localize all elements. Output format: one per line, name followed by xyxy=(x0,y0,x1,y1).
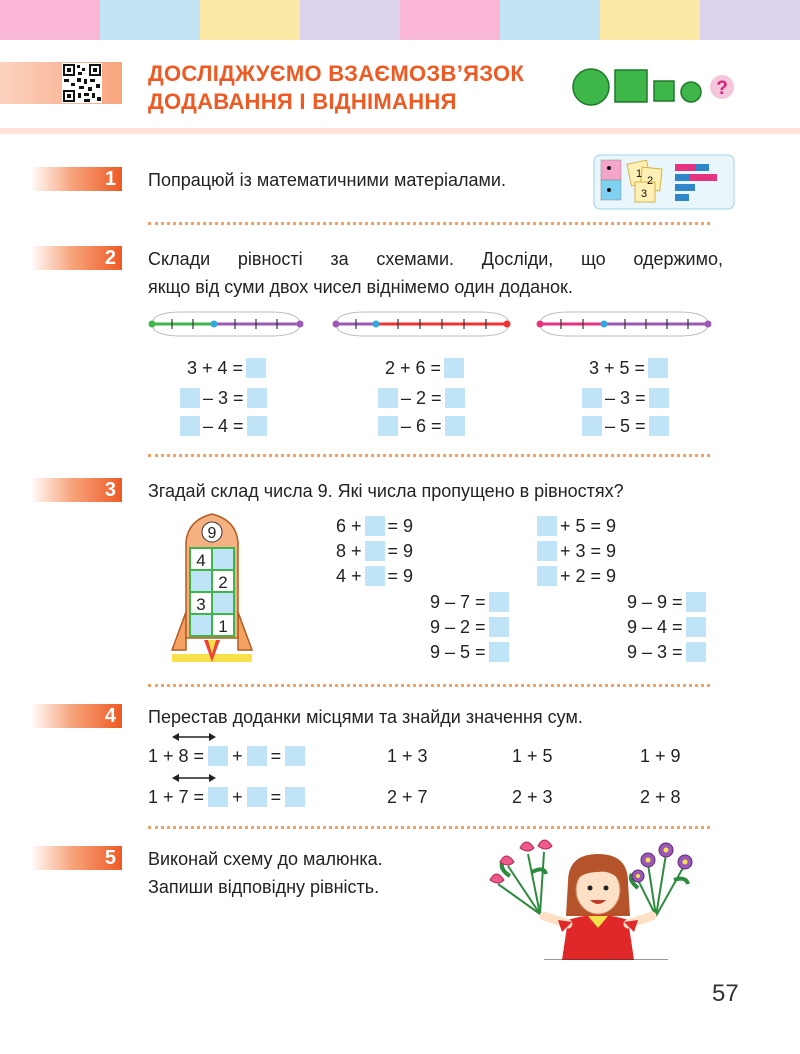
svg-text:1: 1 xyxy=(636,168,643,180)
task-2-eq-1-1: 3 + 4 = xyxy=(187,356,266,380)
stripe xyxy=(600,0,700,40)
answer-box[interactable] xyxy=(582,388,602,408)
task-4-sum: 2 + 3 xyxy=(512,787,553,807)
answer-box[interactable] xyxy=(686,592,706,612)
answer-box[interactable] xyxy=(378,416,398,436)
page-title-line2: ДОДАВАННЯ І ВІДНІМАННЯ xyxy=(148,89,457,114)
page-title xyxy=(148,60,524,116)
task-2-eq-2-2: – 2 = xyxy=(378,386,465,410)
task-number-2: 2 xyxy=(30,246,122,270)
task-3-eq-b3: + 2 = 9 xyxy=(537,564,616,588)
task-3-eq-a3: 4 + = 9 xyxy=(336,566,414,586)
separator xyxy=(148,454,710,457)
answer-box[interactable] xyxy=(489,592,509,612)
task-2-line2: якщо від суми двох чисел віднімемо один доданок. xyxy=(148,277,573,297)
svg-text:2: 2 xyxy=(218,573,228,592)
answer-box[interactable] xyxy=(365,541,385,561)
task-4-eq-2: 1 + 7 = + = xyxy=(148,785,305,809)
answer-box[interactable] xyxy=(247,746,267,766)
answer-box[interactable] xyxy=(180,388,200,408)
task-3-eq-c2: 9 – 2 = xyxy=(430,615,509,639)
task-2-eq-2-1: 2 + 6 = xyxy=(385,356,464,380)
stripe xyxy=(400,0,500,40)
answer-box[interactable] xyxy=(208,746,228,766)
number-line-scheme-1 xyxy=(146,308,306,338)
answer-box[interactable] xyxy=(686,617,706,637)
task-2-eq-3-3: – 5 = xyxy=(582,414,669,438)
title-accent-bar xyxy=(0,62,122,104)
girl-with-flowers-illustration xyxy=(488,836,708,960)
task-number-1: 1 xyxy=(30,167,122,191)
answer-box[interactable] xyxy=(445,388,465,408)
answer-box[interactable] xyxy=(247,416,267,436)
answer-box[interactable] xyxy=(247,388,267,408)
task-5-text xyxy=(148,845,383,901)
qr-code-icon[interactable] xyxy=(62,63,102,103)
svg-text:4: 4 xyxy=(196,551,206,570)
answer-box[interactable] xyxy=(649,416,669,436)
answer-box[interactable] xyxy=(537,566,557,586)
task-2-eq-3-1: 3 + 5 = xyxy=(589,356,668,380)
task-3-eq-b1: + 5 = 9 xyxy=(537,514,616,538)
stripe xyxy=(700,0,800,40)
task-4-sum: 1 + 9 xyxy=(640,746,681,766)
answer-box[interactable] xyxy=(582,416,602,436)
task-2-eq-2-3: – 6 = xyxy=(378,414,465,438)
svg-text:9: 9 xyxy=(207,525,217,542)
task-2-eq-1-3: – 4 = xyxy=(180,414,267,438)
task-2-text xyxy=(148,245,723,301)
task-5-line2: Запиши відповідну рівність. xyxy=(148,877,380,897)
task-number-3: 3 xyxy=(30,478,122,502)
answer-box[interactable] xyxy=(246,358,266,378)
task-3-text: Згадай склад числа 9. Які числа пропущено в рівностях? xyxy=(148,481,624,501)
task-4-text: Перестав доданки місцями та знайди значення сум. xyxy=(148,707,583,727)
task-3-eq-a1: 6 + = 9 xyxy=(336,516,414,536)
answer-box[interactable] xyxy=(180,416,200,436)
swap-arrow-icon xyxy=(172,772,216,784)
task-3-eq-c3: 9 – 5 = xyxy=(430,640,509,664)
page-number: 57 xyxy=(712,980,739,1007)
swap-arrow-icon xyxy=(172,731,216,743)
answer-box[interactable] xyxy=(489,642,509,662)
separator xyxy=(148,222,710,225)
stripe xyxy=(0,0,100,40)
answer-box[interactable] xyxy=(648,358,668,378)
answer-box[interactable] xyxy=(208,787,228,807)
svg-text:3: 3 xyxy=(196,595,206,614)
answer-box[interactable] xyxy=(378,388,398,408)
task-3-eq-b2: + 3 = 9 xyxy=(537,539,616,563)
answer-box[interactable] xyxy=(247,787,267,807)
task-3-eq-a2: 8 + = 9 xyxy=(336,541,414,561)
task-2-line1: Склади рівності за схемами. Досліди, що одержимо, xyxy=(148,249,723,269)
answer-box[interactable] xyxy=(444,358,464,378)
answer-box[interactable] xyxy=(537,516,557,536)
stripe xyxy=(100,0,200,40)
task-1-text: Попрацюй із математичними матеріалами. xyxy=(148,170,506,190)
task-3-eq-c1: 9 – 7 = xyxy=(430,590,509,614)
answer-box[interactable] xyxy=(445,416,465,436)
page-title-line1: ДОСЛІДЖУЄМО ВЗАЄМОЗВ’ЯЗОК xyxy=(148,61,525,86)
header-color-stripes xyxy=(0,0,800,40)
task-number-5: 5 xyxy=(30,846,122,870)
answer-box[interactable] xyxy=(365,516,385,536)
stripe xyxy=(500,0,600,40)
svg-text:1: 1 xyxy=(218,617,228,636)
task-4-sum: 1 + 3 xyxy=(387,746,428,766)
question-mark: ? xyxy=(716,78,728,99)
math-materials-icon xyxy=(593,154,735,210)
task-5-line1: Виконай схему до малюнка. xyxy=(148,849,383,869)
answer-box[interactable] xyxy=(649,388,669,408)
task-3-eq-d2: 9 – 4 = xyxy=(627,615,706,639)
number-line-scheme-2 xyxy=(330,308,515,338)
answer-box[interactable] xyxy=(365,566,385,586)
stripe xyxy=(300,0,400,40)
task-3-eq-d1: 9 – 9 = xyxy=(627,590,706,614)
svg-text:3: 3 xyxy=(641,188,648,200)
separator xyxy=(148,826,710,829)
task-2-eq-1-2: – 3 = xyxy=(180,386,267,410)
task-4-sum: 2 + 7 xyxy=(387,787,428,807)
separator xyxy=(148,684,710,687)
task-number-4: 4 xyxy=(30,704,122,728)
svg-text:2: 2 xyxy=(647,175,654,187)
stripe xyxy=(200,0,300,40)
answer-box[interactable] xyxy=(686,642,706,662)
task-3-eq-d3: 9 – 3 = xyxy=(627,640,706,664)
answer-box[interactable] xyxy=(285,787,305,807)
task-4-sum: 2 + 8 xyxy=(640,787,681,807)
answer-box[interactable] xyxy=(285,746,305,766)
number-line-scheme-3 xyxy=(534,308,714,338)
answer-box[interactable] xyxy=(489,617,509,637)
task-4-eq-1: 1 + 8 = + = xyxy=(148,744,305,768)
task-4-sum: 1 + 5 xyxy=(512,746,553,766)
answer-box[interactable] xyxy=(537,541,557,561)
header-divider xyxy=(0,128,800,134)
rocket-icon xyxy=(168,512,256,667)
task-2-eq-3-2: – 3 = xyxy=(582,386,669,410)
shapes-icon xyxy=(570,66,740,108)
